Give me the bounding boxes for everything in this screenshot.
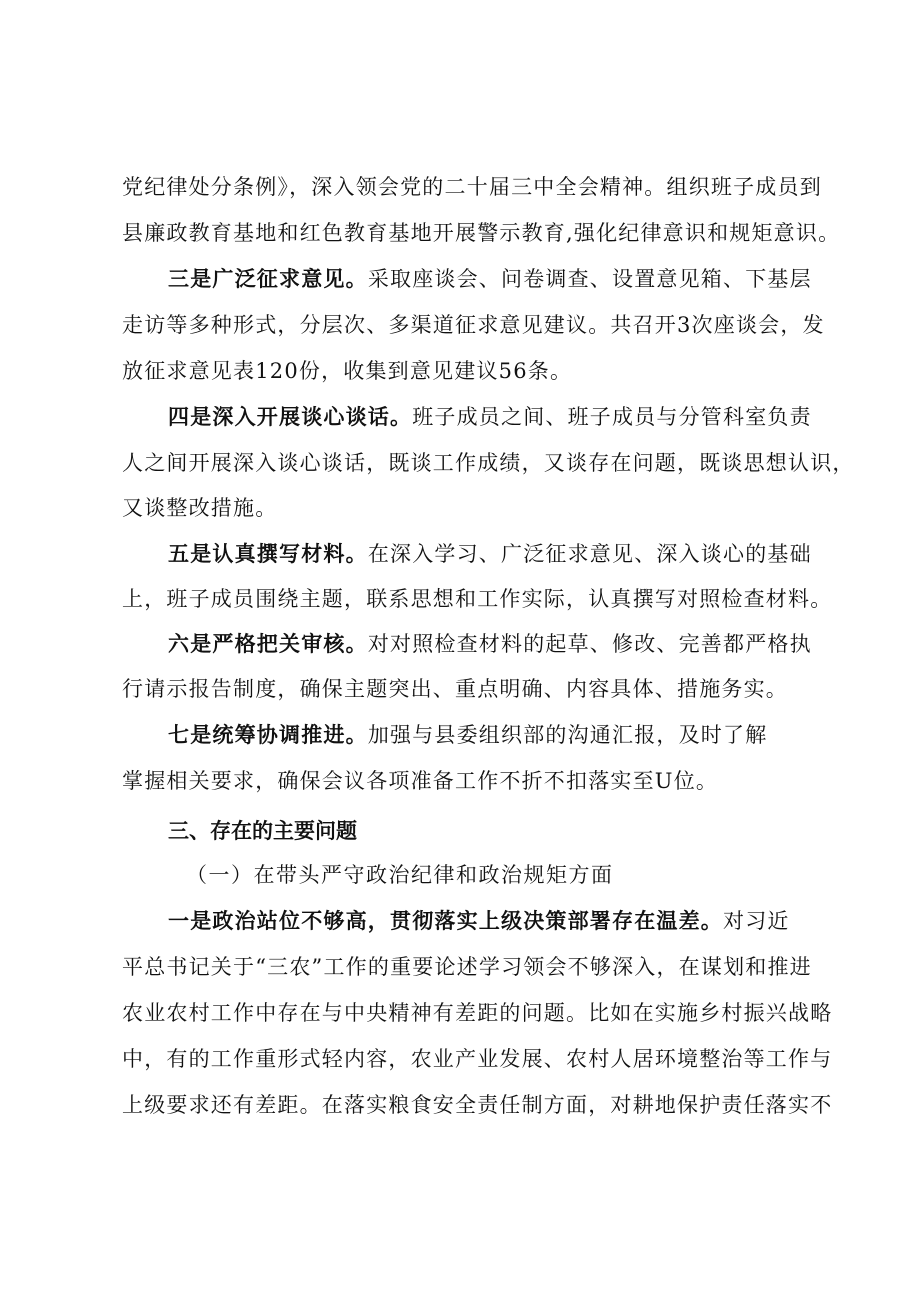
body-line: 又谈整改措施。 xyxy=(122,496,278,520)
body-line: 平总书记关于“三农”工作的重要论述学习领会不够深入，在谋划和推进 xyxy=(122,955,812,979)
body-line: 掌握相关要求，确保会议各项准备工作不折不扣落实至U位。 xyxy=(122,769,719,793)
paragraph-lead: 七是统筹协调推进。 xyxy=(168,722,368,747)
paragraph-lead: 六是严格把关审核。 xyxy=(168,631,368,656)
paragraph-first-line xyxy=(168,630,868,658)
body-line: 上级要求还有差距。在落实粮食安全责任制方面，对耕地保护责任落实不 xyxy=(122,1093,833,1117)
paragraph-first-line xyxy=(168,721,868,749)
body-line: 人之间开展深入谈心谈话，既谈工作成绩，又谈存在问题，既谈思想认识， xyxy=(122,451,855,475)
paragraph-text: 加强与县委组织部的沟通汇报，及时了解 xyxy=(367,723,768,747)
body-line: 走访等多种形式，分层次、多渠道征求意见建议。共召开3次座谈会，发 xyxy=(122,313,825,337)
section-heading: 三、存在的主要问题 xyxy=(168,819,357,843)
body-line: 行请示报告制度，确保主题突出、重点明确、内容具体、措施务实。 xyxy=(122,677,788,701)
paragraph-lead: 四是深入开展谈心谈话。 xyxy=(168,404,413,429)
paragraph-text: 对对照检查材料的起草、修改、完善都严格执 xyxy=(367,632,812,656)
paragraph-lead: 三是广泛征求意见。 xyxy=(168,266,368,291)
body-line: 农业农村工作中存在与中央精神有差距的问题。比如在实施乡村振兴战略 xyxy=(122,1001,833,1025)
paragraph-text: 对习近 xyxy=(723,909,790,933)
body-line: 放征求意见表120份，收集到意见建议56条。 xyxy=(122,359,573,383)
body-line: 县廉政教育基地和红色教育基地开展警示教育,强化纪律意识和规矩意识。 xyxy=(122,221,841,245)
subsection-heading: （一）在带头严守政治纪律和政治规矩方面 xyxy=(186,863,614,887)
paragraph-first-line xyxy=(168,403,868,431)
paragraph-lead: 五是认真撰写材料。 xyxy=(168,541,368,566)
body-line: 中，有的工作重形式轻内容，农业产业发展、农村人居环境整治等工作与 xyxy=(122,1047,833,1071)
paragraph-text: 采取座谈会、问卷调查、设置意见箱、下基层 xyxy=(367,267,812,291)
paragraph-text: 班子成员之间、班子成员与分管科室负责 xyxy=(412,405,812,429)
paragraph-text: 在深入学习、广泛征求意见、深入谈心的基础 xyxy=(367,542,812,566)
paragraph-first-line xyxy=(168,265,868,293)
body-line: 上，班子成员围绕主题，联系思想和工作实际，认真撰写对照检查材料。 xyxy=(122,587,833,611)
paragraph-lead: 一是政治站位不够高，贯彻落实上级决策部署存在温差。 xyxy=(168,908,723,933)
paragraph-first-line xyxy=(168,540,868,568)
paragraph-first-line xyxy=(168,907,868,935)
body-line: 党纪律处分条例》，深入领会党的二十届三中全会精神。组织班子成员到 xyxy=(122,175,822,199)
